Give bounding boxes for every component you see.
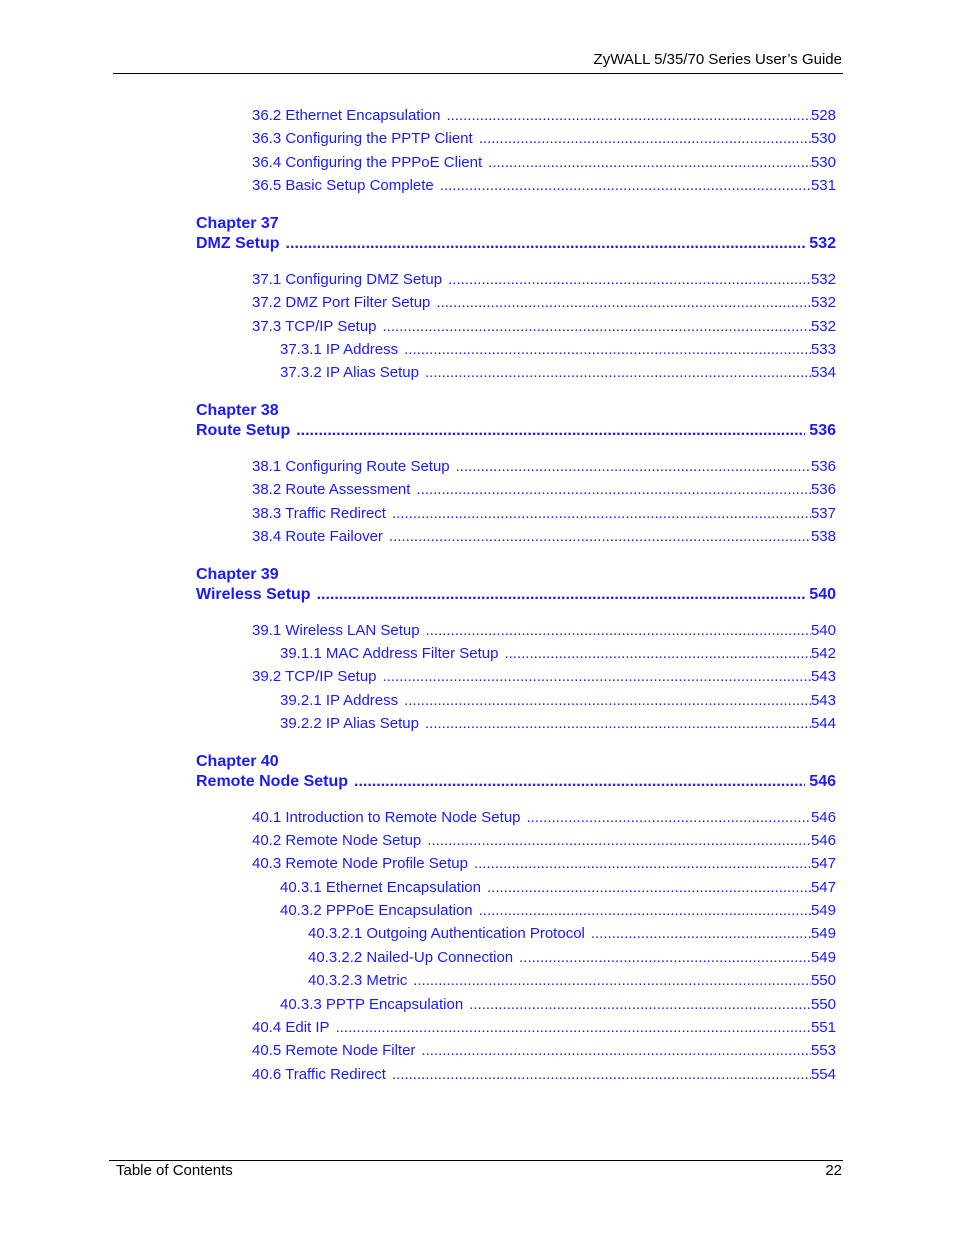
toc-entry-40-4[interactable] [252, 1019, 836, 1037]
chapter-title: Route Setup [196, 422, 291, 439]
chapter-title-entry[interactable] [196, 234, 836, 253]
toc-entry-page: 528 [810, 107, 836, 124]
chapter-title: Remote Node Setup [196, 773, 349, 790]
toc-entry-38-3[interactable] [252, 505, 836, 523]
toc-entry-page: 551 [810, 1019, 836, 1036]
toc-entry-label: 40.3.3 PPTP Encapsulation [280, 996, 464, 1013]
dot-leader [427, 832, 811, 850]
toc-entry-40-3-2-1[interactable] [308, 925, 836, 943]
toc-entry-36-2[interactable] [252, 107, 836, 125]
dot-leader [286, 234, 806, 253]
dot-leader [519, 949, 811, 967]
toc-entry-page: 533 [810, 341, 836, 358]
toc-entry-38-2[interactable] [252, 481, 836, 499]
toc-entry-39-2-1[interactable] [280, 692, 836, 710]
toc-entry-label: 36.3 Configuring the PPTP Client [252, 130, 473, 147]
toc-entry-page: 550 [810, 972, 836, 989]
toc-entry-label: 40.3 Remote Node Profile Setup [252, 855, 468, 872]
dot-leader [425, 715, 811, 733]
toc-entry-37-3-1[interactable] [280, 341, 836, 359]
chapter-page: 532 [809, 235, 836, 252]
toc-entry-39-2[interactable] [252, 668, 836, 686]
footer-section-title: Table of Contents [116, 1162, 233, 1179]
toc-entry-label: 39.2.2 IP Alias Setup [280, 715, 419, 732]
toc-entry-40-3[interactable] [252, 855, 836, 873]
dot-leader [421, 1042, 811, 1060]
dot-leader [446, 107, 811, 125]
chapter-page: 540 [809, 586, 836, 603]
chapter-title: DMZ Setup [196, 235, 280, 252]
toc-entry-page: 542 [810, 645, 836, 662]
dot-leader [389, 528, 811, 546]
toc-entry-37-2[interactable] [252, 294, 836, 312]
toc-entry-page: 546 [810, 832, 836, 849]
running-header-title: ZyWALL 5/35/70 Series User’s Guide [593, 51, 842, 68]
toc-entry-page: 546 [810, 809, 836, 826]
dot-leader [404, 341, 811, 359]
toc-entry-39-1[interactable] [252, 622, 836, 640]
toc-entry-page: 540 [810, 622, 836, 639]
toc-entry-40-5[interactable] [252, 1042, 836, 1060]
dot-leader [383, 668, 811, 686]
toc-entry-40-6[interactable] [252, 1066, 836, 1084]
toc-entry-label: 39.2 TCP/IP Setup [252, 668, 377, 685]
toc-entry-label: 38.1 Configuring Route Setup [252, 458, 450, 475]
toc-entry-label: 39.2.1 IP Address [280, 692, 399, 709]
dot-leader [425, 364, 811, 382]
toc-entry-page: 547 [810, 855, 836, 872]
chapter-page: 546 [809, 773, 836, 790]
toc-entry-page: 549 [810, 949, 836, 966]
dot-leader [474, 855, 811, 873]
chapter-title-entry[interactable] [196, 421, 836, 440]
toc-entry-page: 530 [810, 154, 836, 171]
toc-entry-page: 532 [810, 318, 836, 335]
toc-entry-page: 553 [810, 1042, 836, 1059]
toc-entry-39-1-1[interactable] [280, 645, 836, 663]
toc-entry-label: 40.3.2.3 Metric [308, 972, 408, 989]
toc-entry-label: 38.2 Route Assessment [252, 481, 411, 498]
chapter-number: Chapter 37 [196, 215, 279, 232]
chapter-title: Wireless Setup [196, 586, 311, 603]
toc-entry-label: 38.3 Traffic Redirect [252, 505, 386, 522]
toc-entry-37-3-2[interactable] [280, 364, 836, 382]
dot-leader [354, 772, 805, 791]
toc-entry-36-3[interactable] [252, 130, 836, 148]
toc-entry-page: 531 [810, 177, 836, 194]
chapter-title-entry[interactable] [196, 772, 836, 791]
dot-leader [488, 154, 811, 172]
toc-entry-label: 40.5 Remote Node Filter [252, 1042, 416, 1059]
toc-entry-page: 554 [810, 1066, 836, 1083]
chapter-number: Chapter 38 [196, 402, 279, 419]
dot-leader [469, 996, 811, 1014]
toc-entry-page: 532 [810, 294, 836, 311]
toc-entry-page: 543 [810, 692, 836, 709]
toc-entry-label: 40.6 Traffic Redirect [252, 1066, 386, 1083]
toc-entry-label: 36.2 Ethernet Encapsulation [252, 107, 441, 124]
dot-leader [591, 925, 811, 943]
dot-leader [436, 294, 811, 312]
dot-leader [456, 458, 811, 476]
toc-entry-39-2-2[interactable] [280, 715, 836, 733]
toc-entry-label: 40.3.2 PPPoE Encapsulation [280, 902, 473, 919]
toc-entry-page: 537 [810, 505, 836, 522]
toc-entry-label: 40.3.1 Ethernet Encapsulation [280, 879, 481, 896]
toc-entry-40-3-1[interactable] [280, 879, 836, 897]
toc-entry-40-3-2-3[interactable] [308, 972, 836, 990]
dot-leader [296, 421, 805, 440]
toc-entry-label: 37.3.1 IP Address [280, 341, 399, 358]
dot-leader [440, 177, 811, 195]
toc-entry-40-3-3[interactable] [280, 996, 836, 1014]
toc-entry-page: 543 [810, 668, 836, 685]
toc-entry-36-5[interactable] [252, 177, 836, 195]
dot-leader [416, 481, 811, 499]
toc-entry-label: 40.4 Edit IP [252, 1019, 330, 1036]
dot-leader [448, 271, 811, 289]
toc-entry-label: 37.1 Configuring DMZ Setup [252, 271, 443, 288]
toc-entry-36-4[interactable] [252, 154, 836, 172]
toc-entry-40-2[interactable] [252, 832, 836, 850]
dot-leader [383, 318, 811, 336]
dot-leader [504, 645, 811, 663]
dot-leader [479, 130, 811, 148]
header-rule [113, 73, 843, 74]
toc-entry-label: 38.4 Route Failover [252, 528, 383, 545]
toc-entry-label: 40.3.2.2 Nailed-Up Connection [308, 949, 514, 966]
toc-entry-40-3-2-2[interactable] [308, 949, 836, 967]
toc-entry-label: 36.4 Configuring the PPPoE Client [252, 154, 483, 171]
dot-leader [317, 585, 806, 604]
chapter-number: Chapter 40 [196, 753, 279, 770]
toc-entry-label: 36.5 Basic Setup Complete [252, 177, 434, 194]
toc-entry-page: 549 [810, 925, 836, 942]
dot-leader [479, 902, 811, 920]
toc-entry-page: 532 [810, 271, 836, 288]
dot-leader [392, 505, 811, 523]
footer-page-number: 22 [825, 1162, 842, 1179]
dot-leader [392, 1066, 811, 1084]
dot-leader [404, 692, 811, 710]
toc-entry-label: 37.3.2 IP Alias Setup [280, 364, 419, 381]
chapter-page: 536 [809, 422, 836, 439]
dot-leader [487, 879, 811, 897]
toc-entry-page: 544 [810, 715, 836, 732]
toc-entry-label: 39.1.1 MAC Address Filter Setup [280, 645, 499, 662]
toc-entry-page: 550 [810, 996, 836, 1013]
toc-entry-38-1[interactable] [252, 458, 836, 476]
toc-entry-40-1[interactable] [252, 809, 836, 827]
toc-entry-page: 538 [810, 528, 836, 545]
toc-entry-label: 39.1 Wireless LAN Setup [252, 622, 420, 639]
toc-entry-37-1[interactable] [252, 271, 836, 289]
toc-entry-page: 530 [810, 130, 836, 147]
toc-entry-page: 534 [810, 364, 836, 381]
toc-entry-37-3[interactable] [252, 318, 836, 336]
toc-entry-label: 37.2 DMZ Port Filter Setup [252, 294, 431, 311]
toc-entry-page: 549 [810, 902, 836, 919]
toc-entry-38-4[interactable] [252, 528, 836, 546]
chapter-title-entry[interactable] [196, 585, 836, 604]
toc-entry-label: 40.2 Remote Node Setup [252, 832, 422, 849]
toc-entry-label: 40.1 Introduction to Remote Node Setup [252, 809, 521, 826]
dot-leader [336, 1019, 811, 1037]
footer-rule [109, 1160, 843, 1161]
toc-entry-page: 536 [810, 481, 836, 498]
toc-entry-40-3-2[interactable] [280, 902, 836, 920]
chapter-number: Chapter 39 [196, 566, 279, 583]
toc-entry-label: 37.3 TCP/IP Setup [252, 318, 377, 335]
toc-entry-page: 536 [810, 458, 836, 475]
dot-leader [413, 972, 811, 990]
toc-entry-page: 547 [810, 879, 836, 896]
toc-entry-label: 40.3.2.1 Outgoing Authentication Protocol [308, 925, 585, 942]
dot-leader [426, 622, 811, 640]
dot-leader [527, 809, 811, 827]
